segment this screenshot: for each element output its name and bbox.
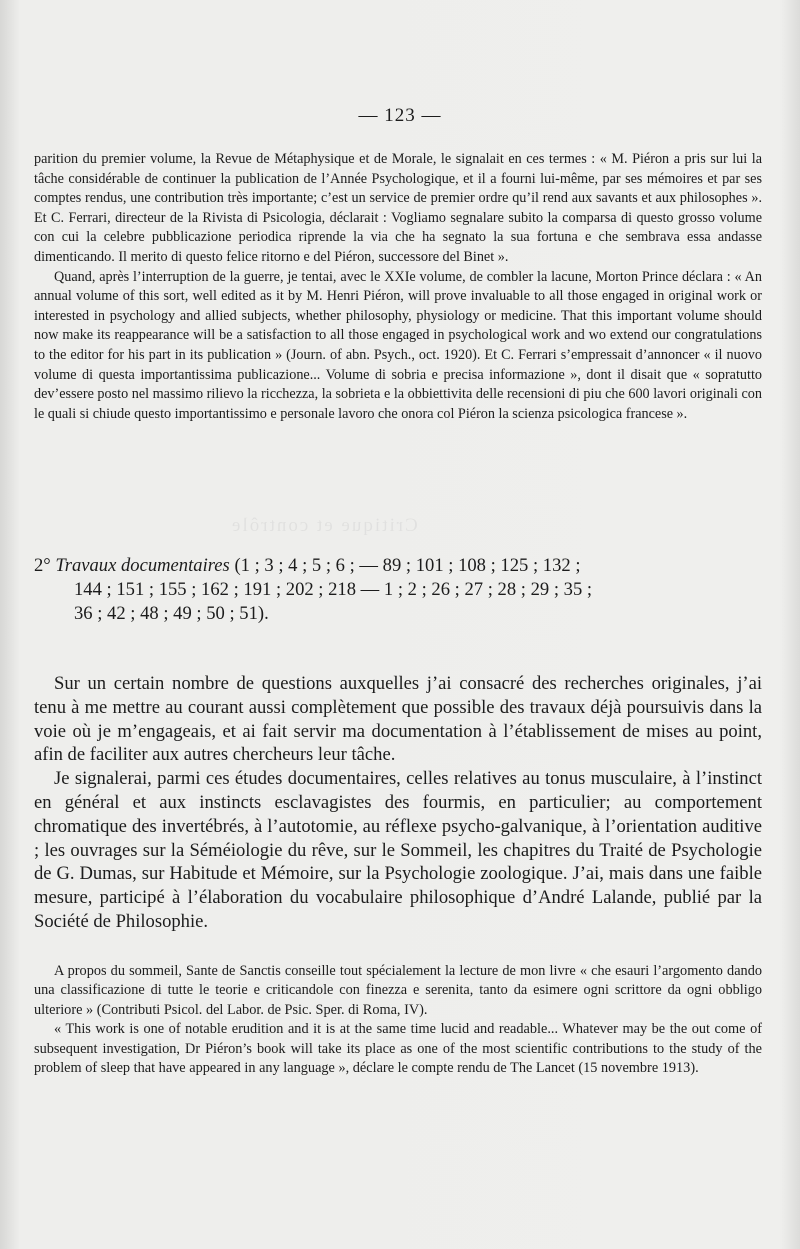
paragraph: parition du premier volume, la Revue de Métaphysique et de Morale, le signalait en ces termes : « M. Piéron a pris sur lui la tâche considérable de continuer la publication de l’Année Psychologique, et il a fourni lui-même, par ses mémoires et par ses comptes rendus, une contribution très importante; c’est un service de premier ordre qu’il rend aux savants et aux philosophes ». Et C. Ferrari, directeur de la Rivista di Psicologia, déclarait : Vogliamo segnalare subito la comparsa di questo grosso volume con cui la celebre pubblicazione periodica riprende la via che ha segnato la sua fortuna e che sembrava essa andasse dimenticando. Il merito di questo felice ritorno e del Piéron, successore del Binet ». bbox=[34, 151, 762, 265]
section-refs-line3: 36 ; 42 ; 48 ; 49 ; 50 ; 51). bbox=[74, 603, 269, 624]
section-number: 2° bbox=[34, 555, 51, 576]
section-heading bbox=[34, 554, 762, 626]
paragraph: Sur un certain nombre de questions auxquelles j’ai consacré des recherches originales, j’ai tenu à me mettre au courant aussi complètement que possible des travaux déjà poursuivis dans la voie où je m’engageais, et ai fait servir ma documentation à l’établissement de mises au point, afin de faciliter aux autres chercheurs leur tâche. bbox=[34, 673, 762, 766]
footnotes bbox=[34, 962, 762, 1078]
section-refs-line1: (1 ; 3 ; 4 ; 5 ; 6 ; — 89 ; 101 ; 108 ; 125 ; 132 ; bbox=[234, 555, 581, 576]
footnote: A propos du sommeil, Sante de Sanctis conseille tout spécialement la lecture de mon livre « che esauri l’argomento dando una classificazione di tutte le teorie e criticandole con finezza e serenita, tanto da esimere ogni scrittore da ogni obbligo ulteriore » (Contributi Psicol. del Labor. de Psic. Sper. di Roma, IV). bbox=[34, 963, 762, 1018]
paragraph: Quand, après l’interruption de la guerre, je tentai, avec le XXIe volume, de combler la lacune, Morton Prince déclara : « An annual volume of this sort, well edited as it by M. Henri Piéron, will prove invaluable to all those engaged in original work or interested in psychology and allied subjects, whether philosophy, physiology or medicine. That this important volume should now make its reappearance will be a satisfaction to all those engaged in psychological work and wo extend our congratulations to the editor for his part in its publication » (Journ. of abn. Psych., oct. 1920). Et C. Ferrari s’empressait d’annoncer « il nuovo volume di questa importantissima publicazione... Volume di sobria e precisa informazione », dont il disait que « sopratutto dev’essere posto nel massimo rilievo la ricchezza, la sobrieta e la obbiettivita delle recensioni di piu che 600 lavori originali con le quali si chiude questo importantissimo e personale lavoro che onora col Piéron la scienza psicologica francese ». bbox=[34, 268, 762, 422]
paragraph: Je signalerai, parmi ces études documentaires, celles relatives au tonus musculaire, à l’instinct en général et aux instincts esclavagistes des fourmis, en particulier; au comportement chromatique des invertébrés, à l’autotomie, au réflexe psycho-galvanique, à l’orientation auditive ; les ouvrages sur la Séméiologie du rêve, sur le Sommeil, les chapitres du Traité de Psychologie de G. Dumas, sur Habitude et Mémoire, sur la Psychologie zoologique. J’ai, mais dans une faible mesure, participé à l’élaboration du vocabulaire philosophique d’André Lalande, publié par la Société de Philosophie. bbox=[34, 768, 762, 932]
top-text-block bbox=[34, 150, 762, 424]
body-text-block bbox=[34, 672, 762, 934]
section-title: Travaux documentaires bbox=[55, 555, 230, 576]
footnote: « This work is one of notable erudition and it is at the same time lucid and readable... Whatever may be the out come of subsequent investigation, Dr Piéron’s book will take its place as one of the most scientific contributions to the study of the problem of sleep that have appeared in any language », déclare le compte rendu de The Lancet (15 novembre 1913). bbox=[34, 1021, 762, 1077]
bleed-through-text: Critique et contrôle bbox=[230, 515, 418, 536]
page-number: — 123 — bbox=[358, 105, 442, 126]
section-refs-line2: 144 ; 151 ; 155 ; 162 ; 191 ; 202 ; 218 — 1 ; 2 ; 26 ; 27 ; 28 ; 29 ; 35 ; bbox=[74, 579, 593, 600]
